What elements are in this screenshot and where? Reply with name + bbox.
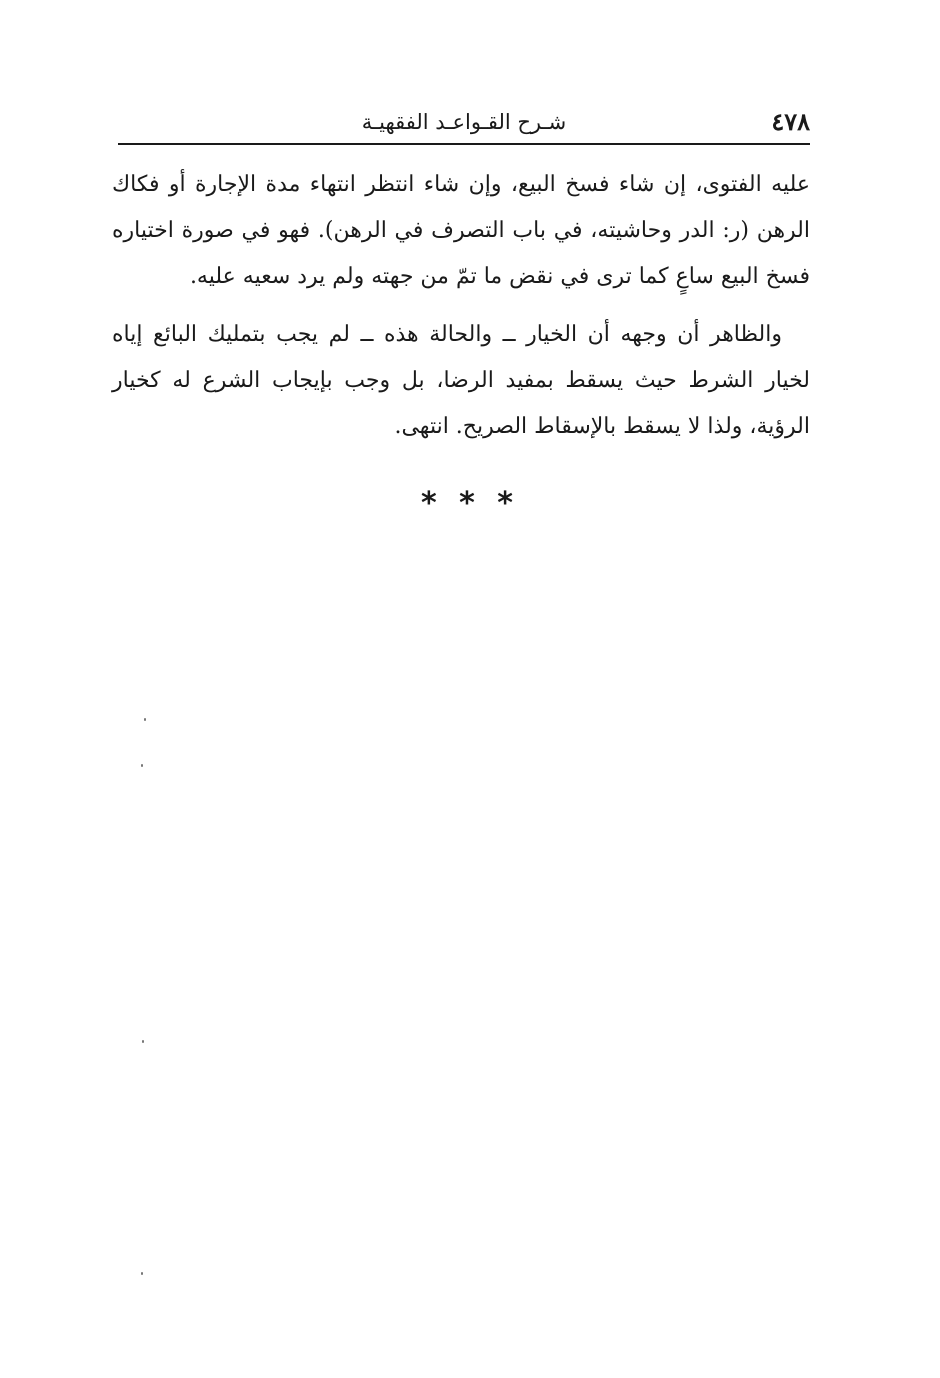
paragraph-2: والظاهر أن وجهه أن الخيار ــ والحالة هذه ــ لم يجب بتمليك البائع إياه لخيار الشرط حيث يسقط بمفيد الرضا، بل وجب بإيجاب الشرع له كخيار الرؤية، ولذا لا يسقط بالإسقاط الصريح. انتهى. bbox=[112, 322, 810, 439]
scan-speck bbox=[141, 764, 143, 767]
section-separator: * * * bbox=[421, 486, 519, 521]
main-text bbox=[112, 162, 810, 450]
page-number: ٤٧٨ bbox=[771, 107, 810, 136]
scan-speck bbox=[141, 1272, 143, 1275]
paragraph-1: عليه الفتوى، إن شاء فسخ البيع، وإن شاء انتظر انتهاء مدة الإجارة أو فكاك الرهن (ر: الدر وحاشيته، في باب التصرف في الرهن). فهو في صورة اختياره فسخ البيع ساعٍ كما ترى في نقض ما تمّ من جهته ولم يرد سعيه عليه. bbox=[112, 172, 810, 289]
scan-speck bbox=[142, 1040, 144, 1043]
running-title: شـرح القـواعـد الفقهيـة bbox=[361, 110, 567, 134]
header-divider bbox=[118, 143, 810, 145]
page-header bbox=[118, 104, 810, 140]
scan-speck bbox=[144, 718, 146, 721]
